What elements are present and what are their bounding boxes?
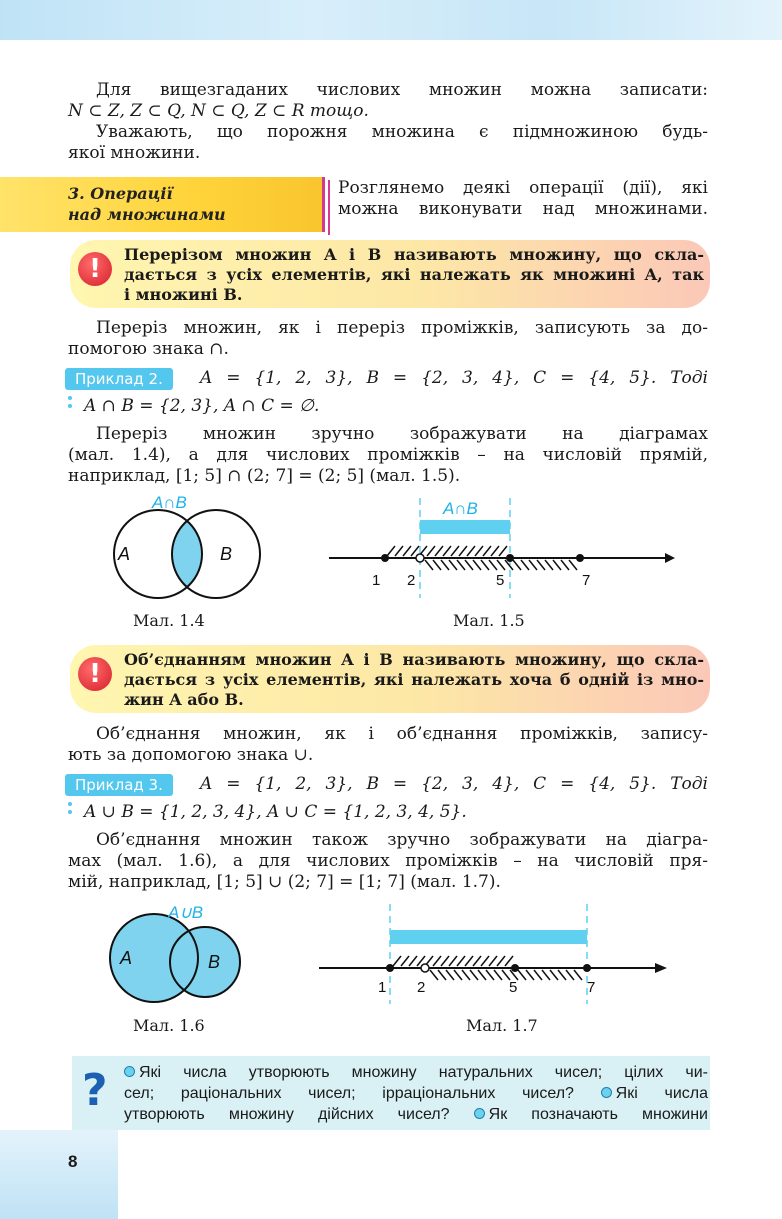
diagram-text-line: наприклад, [1; 5] ∩ (2; 7] = (2; 5] (мал. 1.5). <box>68 466 461 486</box>
exclamation-icon: ! <box>78 252 112 286</box>
tick-label: 7 <box>587 979 596 996</box>
tick-label: 7 <box>582 572 591 589</box>
figure-caption: Мал. 1.6 <box>133 1016 205 1035</box>
point-2 <box>421 964 429 972</box>
axis-arrow-icon <box>655 963 667 973</box>
example-2-text: A ∩ B = {2, 3}, A ∩ C = ∅. <box>84 396 320 416</box>
diagram-text-line: мій, наприклад, [1; 5] ∪ (2; 7] = [1; 7] (мал. 1.7). <box>68 872 501 892</box>
example-2-line1 <box>200 368 708 389</box>
diagram-text-line: (мал. 1.4), а для числових проміжків – на числовій прямій, <box>68 445 708 465</box>
point-7 <box>583 964 591 972</box>
intro-paragraph <box>68 80 708 164</box>
intro-line: Уважають, що порожня множина є підмножиною будь- <box>96 122 708 142</box>
definition-intersection <box>124 245 704 305</box>
figure-caption: Мал. 1.5 <box>453 611 525 630</box>
example-3-text: A = {1, 2, 3}, B = {2, 3, 4}, C = {4, 5}. Тоді <box>200 774 708 794</box>
section-intro <box>338 178 708 220</box>
question-mark-icon: ? <box>82 1065 108 1116</box>
example-dots <box>68 396 72 412</box>
section-title-line: над множинами <box>68 205 226 224</box>
question-line <box>124 1062 708 1083</box>
definition-line: і множині B. <box>124 285 243 304</box>
question-line <box>124 1104 708 1125</box>
hatch-interval-1-5 <box>387 546 507 556</box>
question-text: сел; раціональних чисел; ірраціональних чисел? <box>124 1085 574 1102</box>
point-5 <box>511 964 519 972</box>
union-diagrams-text <box>68 830 708 893</box>
example-3-text: A ∪ B = {1, 2, 3, 4}, A ∪ C = {1, 2, 3, 4, 5}. <box>84 802 467 822</box>
tick-label: 5 <box>496 572 505 589</box>
note-line: Об’єднання множин, як і об’єднання проміжків, запису- <box>96 724 708 744</box>
set-a-label: A <box>120 948 133 968</box>
bullet-icon <box>474 1108 485 1119</box>
intersection-note <box>68 318 708 360</box>
note-line: ють за допомогою знака ∪. <box>68 745 314 765</box>
example-2-badge: Приклад 2. <box>65 368 173 390</box>
question-text: Які числа <box>615 1085 709 1102</box>
section-intro-line: можна виконувати над множинами. <box>338 199 708 219</box>
figure-caption: Мал. 1.7 <box>466 1016 538 1035</box>
intersection-diagrams-text <box>68 424 708 487</box>
example-2-text: A = {1, 2, 3}, B = {2, 3, 4}, C = {4, 5}. Тоді <box>200 368 708 388</box>
hatch-interval-2-7 <box>430 970 582 980</box>
point-2 <box>416 554 424 562</box>
definition-line: жин A або B. <box>124 690 244 709</box>
tick-label: 2 <box>417 979 426 996</box>
intro-line: якої множини. <box>68 143 201 163</box>
point-5 <box>506 554 514 562</box>
intersection-bar <box>420 520 510 534</box>
page-number: 8 <box>68 1152 78 1171</box>
tick-label: 2 <box>407 572 416 589</box>
diagram-text-line: Об’єднання множин також зручно зображувати на діагра- <box>96 830 708 850</box>
note-line: помогою знака ∩. <box>68 339 229 359</box>
bullet-icon <box>124 1066 135 1077</box>
tick-label: 1 <box>378 979 387 996</box>
axis-arrow-icon <box>665 553 675 563</box>
section-title-line: 3. Операції <box>68 184 173 203</box>
top-decorative-band <box>0 0 782 40</box>
set-b-label: B <box>220 544 233 564</box>
point-1 <box>381 554 389 562</box>
exclamation-icon: ! <box>78 657 112 691</box>
intro-line: Для вищезгаданих числових множин можна записати: <box>96 80 708 100</box>
corner-decorative-band <box>0 1130 118 1219</box>
intersection-label: A∩B <box>152 493 187 512</box>
note-line: Переріз множин, як і переріз проміжків, записують за до- <box>96 318 708 338</box>
tick-label: 1 <box>372 572 381 589</box>
intro-line: N ⊂ Z, Z ⊂ Q, N ⊂ Q, Z ⊂ R тощо. <box>68 101 369 121</box>
venn-diagram-union <box>100 900 250 1010</box>
question-text: Як позначають множини <box>488 1106 708 1123</box>
union-bar <box>390 930 587 944</box>
definition-union <box>124 650 704 710</box>
set-b-label: B <box>208 952 221 972</box>
question-text: Які числа утворюють множину натуральних чисел; цілих чи- <box>139 1064 708 1081</box>
intersection-label: A∩B <box>443 499 478 518</box>
questions-text <box>124 1062 708 1125</box>
example-3-line2 <box>84 802 584 823</box>
question-text: утворюють множину дійсних чисел? <box>124 1106 450 1123</box>
union-label: A∪B <box>471 909 507 928</box>
question-line <box>124 1083 708 1104</box>
hatch-interval-1-5 <box>393 956 513 966</box>
example-dots <box>68 802 72 818</box>
definition-line: дається з усіх елементів, які належать хоча б одній із мно- <box>124 670 704 689</box>
definition-line: Об’єднанням множин A і B називають множину, що скла- <box>124 650 704 669</box>
bullet-icon <box>601 1087 612 1098</box>
tick-label: 5 <box>509 979 518 996</box>
venn-diagram-intersection <box>100 490 250 605</box>
example-3-line1 <box>200 774 708 795</box>
set-a-label: A <box>118 544 131 564</box>
hatch-interval-2-7 <box>425 560 577 570</box>
example-3-badge: Приклад 3. <box>65 774 173 796</box>
point-7 <box>576 554 584 562</box>
point-1 <box>386 964 394 972</box>
section-title <box>68 183 226 225</box>
section-intro-line: Розглянемо деякі операції (дії), які <box>338 178 708 198</box>
figure-caption: Мал. 1.4 <box>133 611 205 630</box>
definition-line: дається з усіх елементів, які належать як множині A, так <box>124 265 704 284</box>
union-label: A∪B <box>168 903 204 922</box>
number-line-union <box>315 900 685 1010</box>
definition-line: Перерізом множин A і B називають множину, що скла- <box>124 245 704 264</box>
number-line-intersection <box>325 490 685 600</box>
diagram-text-line: Переріз множин зручно зображувати на діаграмах <box>96 424 708 444</box>
example-2-line2 <box>84 396 484 417</box>
union-note <box>68 724 708 766</box>
diagram-text-line: мах (мал. 1.6), а для числових проміжків – на числовій пря- <box>68 851 708 871</box>
